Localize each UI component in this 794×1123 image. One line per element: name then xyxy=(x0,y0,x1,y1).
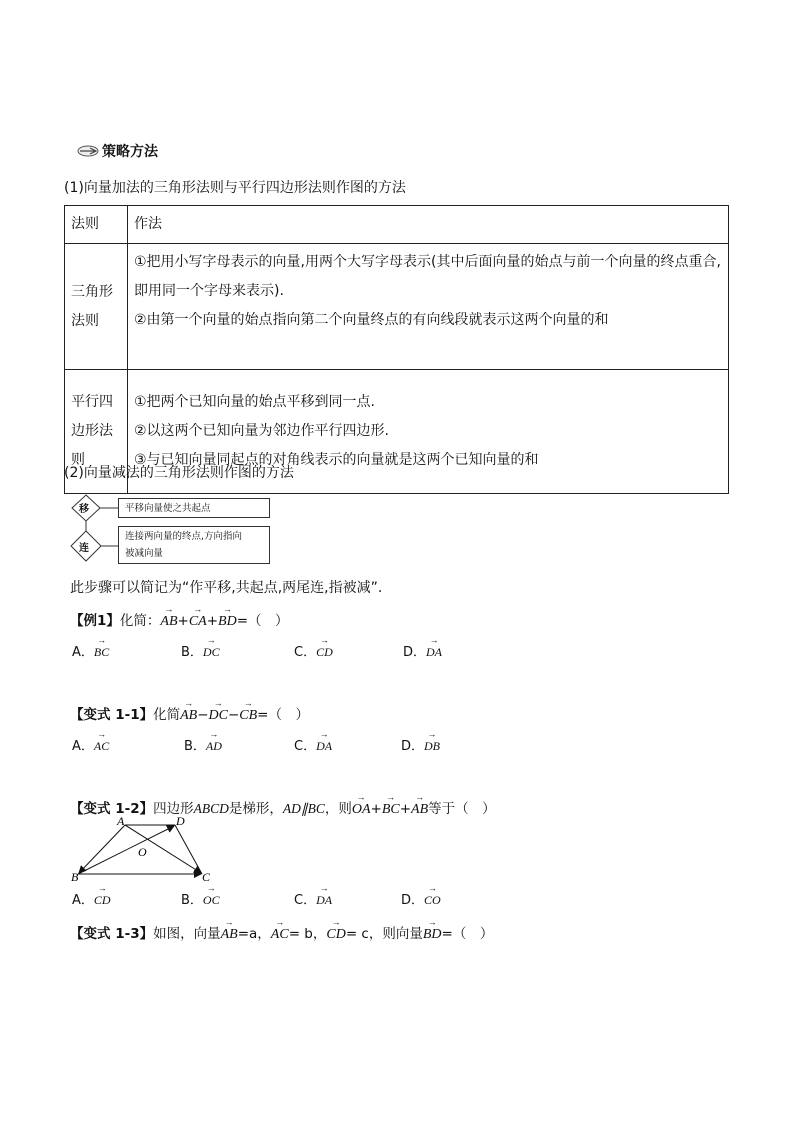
rule-cell-triangle xyxy=(65,244,128,370)
variant12-shape: ABCD xyxy=(193,801,229,816)
variant11-question xyxy=(70,703,309,724)
term-vector: → BD xyxy=(218,614,237,630)
flow-step1-tag: 移 xyxy=(79,504,89,515)
option-d[interactable] xyxy=(401,735,440,754)
variant13-eq1: =a， xyxy=(237,926,271,942)
term-vector: → CA xyxy=(189,614,207,630)
vector-bd: → BD xyxy=(423,927,442,943)
flow-step2-line2: 被减向量 xyxy=(125,548,164,559)
variant12-text1: 四边形 xyxy=(153,801,194,817)
example1-tag: 【例1】 xyxy=(70,613,120,629)
section1-title: (1)向量加法的三角形法则与平行四边形法则作图的方法 xyxy=(64,180,406,196)
rule-line: 三角形 xyxy=(71,283,113,300)
option-label: A． xyxy=(72,645,94,660)
option-a[interactable] xyxy=(72,641,109,660)
example1-suffix: =（ ） xyxy=(236,613,289,629)
option-vector: → CO xyxy=(424,893,441,908)
option-vector: → DA xyxy=(316,893,332,908)
option-b[interactable] xyxy=(181,889,220,908)
flow-diamonds xyxy=(70,493,120,565)
variant13-tag: 【变式 1-3】 xyxy=(70,926,154,942)
option-label: A． xyxy=(72,739,94,754)
variant12-tag: 【变式 1-2】 xyxy=(70,801,154,817)
op: − xyxy=(197,707,209,723)
method-item: ①把用小写字母表示的向量,用两个大写字母表示(其中后面向量的始点与前一个向量的终点重合,即用同一个字母来表示). xyxy=(134,254,721,299)
figure-label-d: D xyxy=(176,815,185,828)
option-label: A． xyxy=(72,893,94,908)
strategy-heading xyxy=(76,141,158,161)
flow-step2-line1: 连接两向量的终点,方向指向 xyxy=(125,531,243,542)
option-vector: → DC xyxy=(203,645,220,660)
option-d[interactable] xyxy=(401,889,441,908)
term-vector: → CB xyxy=(239,708,257,724)
op: + xyxy=(370,801,382,817)
example1-question xyxy=(70,609,289,630)
rule-line: 平行四 xyxy=(71,394,113,410)
figure-label-a: A xyxy=(117,815,125,828)
option-a[interactable] xyxy=(72,889,111,908)
op: + xyxy=(177,613,189,629)
variant12-condition: AD∥BC xyxy=(282,801,325,816)
header-cell-method: 作法 xyxy=(128,206,729,244)
op: + xyxy=(206,613,219,629)
option-vector: → AD xyxy=(206,739,222,754)
variant13-question xyxy=(70,922,493,943)
rule-line: 则 xyxy=(71,452,85,468)
variant12-text3: ，则 xyxy=(324,801,352,817)
rule-line: 法则 xyxy=(71,312,99,329)
op: − xyxy=(227,707,240,723)
rules-table xyxy=(64,205,729,494)
method-item: ①把两个已知向量的始点平移到同一点. xyxy=(134,394,375,410)
option-label: C． xyxy=(294,739,317,754)
option-label: B． xyxy=(184,739,206,754)
figure-label-c: C xyxy=(202,870,211,884)
method-cell-triangle xyxy=(128,244,729,370)
option-label: B． xyxy=(181,645,203,660)
method-item: ②由第一个向量的始点指向第二个向量终点的有向线段就表示这两个向量的和 xyxy=(134,312,609,328)
option-c[interactable] xyxy=(294,889,332,908)
option-vector: → DB xyxy=(424,739,440,754)
term-vector: → AB xyxy=(160,614,177,630)
example1-prefix: 化简： xyxy=(119,613,161,629)
variant13-suffix: =（ ） xyxy=(441,926,494,942)
term-vector: → AB xyxy=(180,708,197,724)
trapezoid-figure xyxy=(68,815,214,885)
variant11-prefix: 化简 xyxy=(153,707,181,723)
option-c[interactable] xyxy=(294,641,333,660)
option-label: C． xyxy=(294,893,317,908)
flow-step1-box: 平移向量使之共起点 xyxy=(118,498,270,518)
rule-line: 边形法 xyxy=(71,423,113,439)
figure-label-b: B xyxy=(71,870,79,884)
option-vector: → CD xyxy=(316,645,333,660)
table-row-triangle xyxy=(65,244,729,370)
strategy-heading-label: 策略方法 xyxy=(102,144,158,160)
mnemonic-text: 此步骤可以简记为“作平移,共起点,两尾连,指被减”. xyxy=(70,580,383,596)
term-vector: → BC xyxy=(382,802,400,818)
header-cell-rule: 法则 xyxy=(65,206,128,244)
option-label: D． xyxy=(401,739,425,754)
term-vector: → DC xyxy=(209,708,228,724)
variant11-suffix: =（ ） xyxy=(257,707,309,723)
term-vector: → OA xyxy=(352,802,371,818)
variant13-eq2: = b， xyxy=(288,926,327,942)
variant12-text2: 是梯形， xyxy=(228,801,283,817)
variant13-eq3: = c，则向量 xyxy=(345,926,423,942)
option-c[interactable] xyxy=(294,735,332,754)
option-b[interactable] xyxy=(181,641,220,660)
option-vector: → AC xyxy=(94,739,109,754)
option-vector: → CD xyxy=(94,893,111,908)
variant12-suffix: 等于（ ） xyxy=(428,801,496,817)
figure-label-o: O xyxy=(138,845,147,859)
flow-step2-box xyxy=(118,526,270,564)
option-label: C． xyxy=(294,645,317,660)
option-a[interactable] xyxy=(72,735,109,754)
option-label: B． xyxy=(181,893,203,908)
variant11-tag: 【变式 1-1】 xyxy=(70,707,154,723)
option-label: D． xyxy=(403,645,427,660)
subtraction-flowchart xyxy=(70,493,270,565)
flow-step2-tag: 连 xyxy=(79,543,89,554)
vector-ac: → AC xyxy=(271,927,289,943)
table-header-row xyxy=(65,206,729,244)
method-item: ②以这两个已知向量为邻边作平行四边形. xyxy=(134,423,389,439)
method-item: ③与已知向量同起点的对角线表示的向量就是这两个已知向量的和 xyxy=(134,452,539,468)
option-vector: → BC xyxy=(94,645,109,660)
op: + xyxy=(399,801,412,817)
option-vector: → DA xyxy=(426,645,442,660)
pointing-hand-icon xyxy=(76,143,100,159)
option-d[interactable] xyxy=(403,641,442,660)
term-vector: → AB xyxy=(411,802,428,818)
option-vector: → DA xyxy=(316,739,332,754)
section2-title: (2)向量减法的三角形法则作图的方法 xyxy=(64,465,294,481)
vector-ab: → AB xyxy=(221,927,238,943)
vector-cd: → CD xyxy=(326,927,345,943)
variant13-text1: 如图，向量 xyxy=(153,926,221,942)
option-b[interactable] xyxy=(184,735,222,754)
option-vector: → OC xyxy=(203,893,220,908)
option-label: D． xyxy=(401,893,425,908)
